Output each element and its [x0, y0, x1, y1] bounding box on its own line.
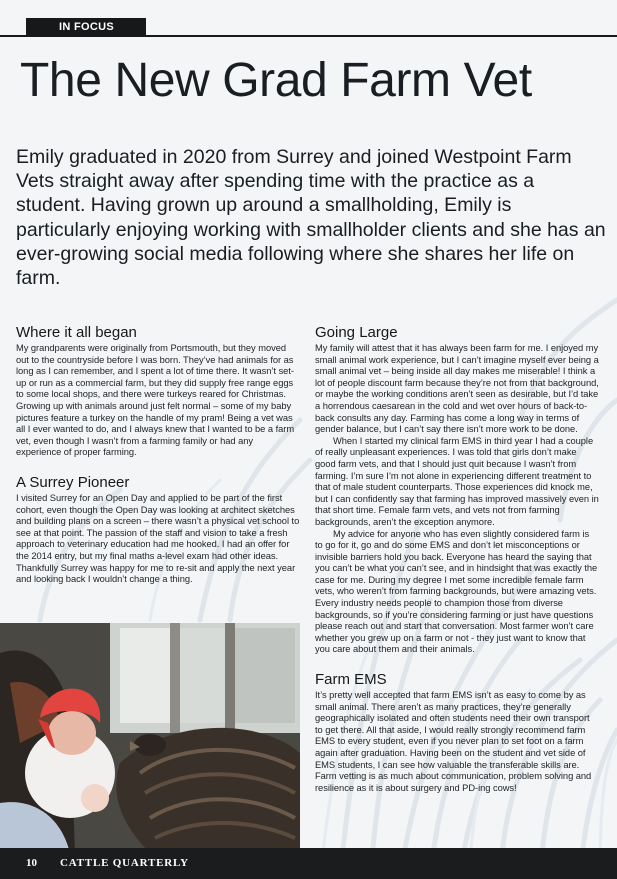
- right-column: [315, 324, 599, 794]
- magazine-name: CATTLE QUARTERLY: [60, 857, 189, 869]
- paragraph: It’s pretty well accepted that farm EMS isn’t as easy to come by as small animal. There aren’t as many practices, they’re generally geographically isolated and often students need their own transport to get there. All that aside, I would really strongly recommend farm EMS to every student, even if you never plan to set foot on a farm again after graduation. Having been on the student and vet side of EMS students, I can see how valuable the transferable skills are. Farm vetting is as much about communication, problem solving and resilience as it is about surgery and PD-ing cows!: [315, 690, 592, 793]
- baby-with-turkey-photo: [0, 623, 300, 853]
- page-number: 10: [26, 857, 37, 869]
- paragraph: When I started my clinical farm EMS in third year I had a couple of really unpleasant experiences. I was told that girls don’t make good farm vets, and that I should just quit because I wasn’t from farming. I’m sure I’m not alone in experiencing different treatment to that of male student counterparts. Those experiences did knock me, but I can confidently say that farming has improved massively even in that short time. Female farm vets, and vets not from farming backgrounds, aren’t the exception anymore.: [315, 435, 599, 527]
- section-tag: IN FOCUS: [26, 18, 146, 37]
- footer-bar: [0, 848, 617, 879]
- paragraph: My family will attest that it has always been farm for me. I enjoyed my small animal work experience, but I can’t imagine myself ever being a small animal vet – being inside all day makes me miserable! I think a lot of people discount farm because they’re not from that background, or maybe the working conditions aren’t seen as desirable, but I’d take a horrendous caesarean in the cold and wet over hours of back-to-back consults any day. Farming has come a long way in terms of gender balance, but I can’t say there isn’t more work to be done.: [315, 343, 599, 435]
- paragraph: My grandparents were originally from Portsmouth, but they moved out to the countryside before I was born. They’ve had animals for as long as I can remember, and I spent a lot of time there. It wasn’t set-up or run as a commercial farm, but they did supply free range eggs to some local shops, and there were turkeys reared for Christmas. Growing up with animals around just felt normal – some of my baby pictures feature a turkey on the handle of my pram! Being a vet was all I ever wanted to do, and I always knew that I wanted to be a farm vet, even though I wasn’t from a farming family or had any experience of proper farming.: [16, 343, 295, 458]
- paragraph: I visited Surrey for an Open Day and applied to be part of the first cohort, even though the Open Day was looking at architect sketches and building plans on a screen – there wasn’t a physical vet school to see at that point. The passion of the staff and vision to take a fresh approach to veterinary education had me hooked. I had an offer for the 2014 entry, but my final maths a-level exam had other ideas. Thankfully Surrey was happy for me to re-sit and apply the next year and looking back I wouldn’t change a thing.: [16, 492, 300, 585]
- standfirst: Emily graduated in 2020 from Surrey and joined Westpoint Farm Vets straight away after spending time with the practice as a student. Having grown up around a smallholding, Emily is particularly enjoying working with smallholder clients and she has an ever-growing social media following where she shares her life on farm.: [16, 146, 606, 290]
- left-column: [16, 324, 300, 586]
- heading-going-large: Going Large: [315, 324, 398, 341]
- paragraph: My advice for anyone who has even slightly considered farm is to go for it, go and do some EMS and don’t let misconceptions or invisible barriers hold you back. Everyone has heard the saying that you can’t be what you can’t see, and in hindsight that was exactly the case for me. During my degree I met some incredible female farm vets, who weren’t from farming backgrounds, but were amazing vets. Every industry needs people to champion those from diverse backgrounds, so if you’re considering farming or just have questions please reach out and start that conversation. Most farmer won’t care whether you grew up on a farm or not - they just want to know that you care about them and their animals.: [315, 528, 598, 655]
- heading-where-it-all-began: Where it all began: [16, 324, 137, 341]
- heading-farm-ems: Farm EMS: [315, 671, 387, 689]
- article-title: The New Grad Farm Vet: [20, 54, 532, 107]
- section-header: [0, 18, 617, 37]
- heading-a-surrey-pioneer: A Surrey Pioneer: [16, 473, 130, 491]
